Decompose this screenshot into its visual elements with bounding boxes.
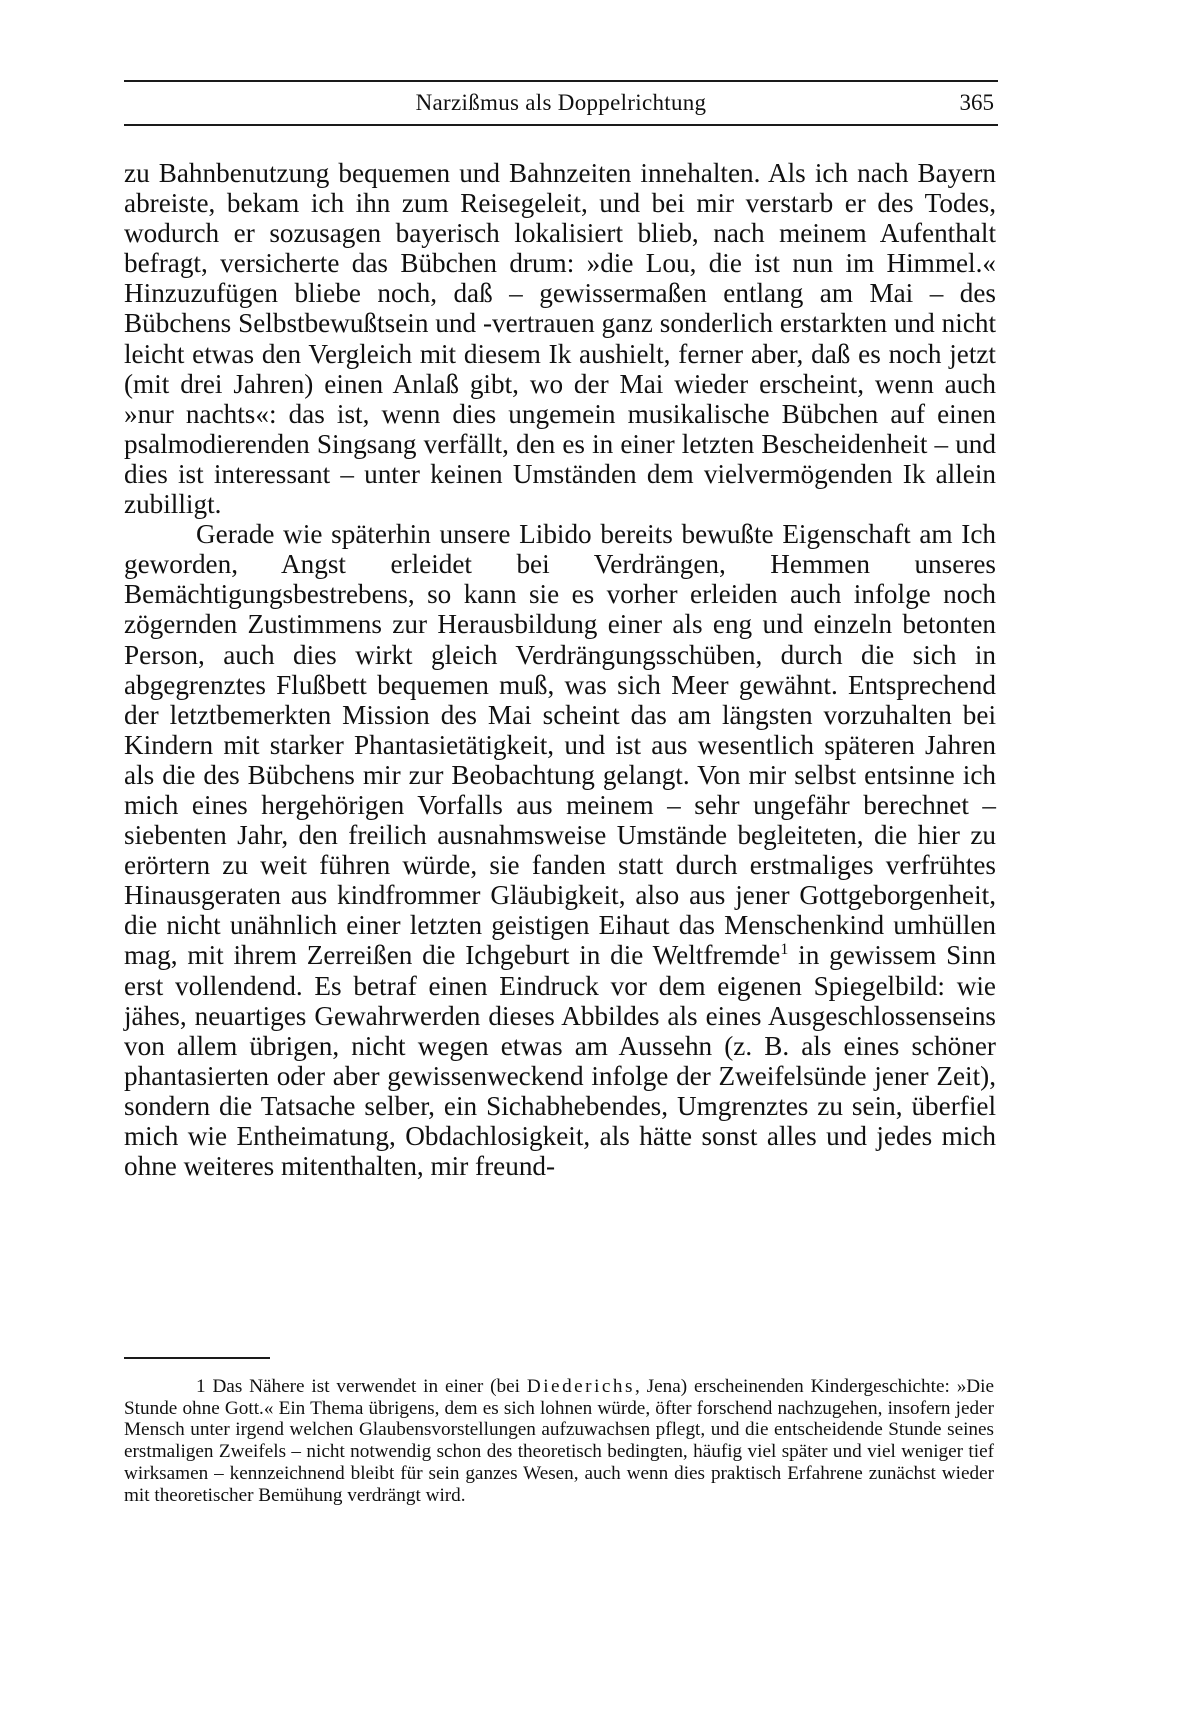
footnote-reference[interactable]: 1 xyxy=(780,941,789,959)
footnote-text-2: , Jena) erscheinenden Kindergeschichte: »Die Stunde ohne Gott.« Ein Thema übrigens, dem es sich lohnen würde, öfter forschend nachzugehen, insofern jeder Mensch unter irgend welchen Glaubensvorstellungen aufzuwachsen pflegt, und die entscheidende Stunde seines erstmaligen Zweifels – nicht notwendig schon des theoretisch bedingten, häufig viel später und viel weniger tief wirksamen – kennzeichnend bleibt für sein ganzes Wesen, auch wenn dies praktisch Erfahrene zunächst wieder mit theoretischer Bemühung verdrängt wird. xyxy=(124,1376,994,1506)
footnote-text-1: Das Nähere ist verwendet in einer (bei xyxy=(205,1376,527,1397)
header-rule-bottom xyxy=(124,124,998,126)
footnote-marker: 1 xyxy=(196,1376,206,1397)
paragraph-1: zu Bahnbenutzung bequemen und Bahnzeiten innehalten. Als ich nach Bayern abreiste, bekam ich ihn zum Reisegeleit, und bei mir verstarb er des Todes, wodurch er sozusagen bayerisch lokalisiert blieb, nach meinem Aufenthalt befragt, versicherte das Bübchen drum: »die Lou, die ist nun im Himmel.« Hinzuzufügen bliebe noch, daß – gewissermaßen entlang am Mai – des Bübchens Selbstbewußtsein und -vertrauen ganz sonderlich erstarkten und nicht leicht etwas den Vergleich mit diesem Ik aushielt, ferner aber, daß es noch jetzt (mit drei Jahren) einen Anlaß gibt, wo der Mai wieder erscheint, wenn auch »nur nachts«: das ist, wenn dies ungemein musikalische Bübchen auf einen psalmodierenden Singsang verfällt, den es in einer letzten Bescheidenheit – und dies ist interessant – unter keinen Umständen dem vielvermögenden Ik allein zubilligt. xyxy=(124,158,996,520)
running-title: Narzißmus als Doppelrichtung xyxy=(415,90,707,115)
footnote xyxy=(124,1376,994,1506)
paragraph-2-part-2: in gewissem Sinn erst vollendend. Es betraf einen Eindruck vor dem eigenen Spiegelbild: wie jähes, neuartiges Gewahrwerden dieses Abbildes als eines Ausgeschlossenseins von allem übrigen, nicht wegen etwas am Aussehn (z. B. als eines schöner phantasierten oder aber gewissenweckend infolge der Zweifelsünde jener Zeit), sondern die Tatsache selber, ein Sichabhebendes, Umgrenztes zu sein, überfiel mich wie Entheimatung, Obdachlosigkeit, als hätte sonst alles und jedes mich ohne weiteres mitenthalten, mir freund- xyxy=(124,940,996,1182)
header-rule-top xyxy=(124,80,998,82)
paragraph-2 xyxy=(124,519,996,1181)
page-number: 365 xyxy=(959,90,994,115)
paragraph-2-part-1: Gerade wie späterhin unsere Libido bereits bewußte Eigenschaft am Ich geworden, Angst erleidet bei Verdrängen, Hemmen unseres Bemächtigungsbestrebens, so kann sie es vorher erleiden auch infolge noch zögernden Zustimmens zur Herausbildung einer als eng und einzeln betonten Person, auch dies wirkt gleich Verdrängungsschüben, durch die sich in abgegrenztes Flußbett bequemen muß, was sich Meer gewähnt. Entsprechend der letztbemerkten Mission des Mai scheint das am längsten vorzuhalten bei Kindern mit starker Phantasietätigkeit, und ist aus wesentlich späteren Jahren als die des Bübchens mir zur Beobachtung gelangt. Von mir selbst entsinne ich mich eines hergehörigen Vorfalls aus meinem – sehr ungefähr berechnet – siebenten Jahr, den freilich ausnahmsweise Umstände begleiteten, die hier zu erörtern zu weit führen würde, sie fanden statt durch erstmaliges verfrühtes Hinausgeraten aus kindfrommer Gläubigkeit, also aus jener Gottgeborgenheit, die nicht unähnlich einer letzten geistigen Eihaut das Menschenkind umhüllen mag, mit ihrem Zerreißen die Ichgeburt in die Weltfremde xyxy=(124,519,996,971)
running-head xyxy=(124,88,998,118)
body-text xyxy=(124,158,996,1181)
footnote-publisher-name: Diederichs xyxy=(526,1376,635,1397)
footnote-rule xyxy=(124,1357,270,1359)
